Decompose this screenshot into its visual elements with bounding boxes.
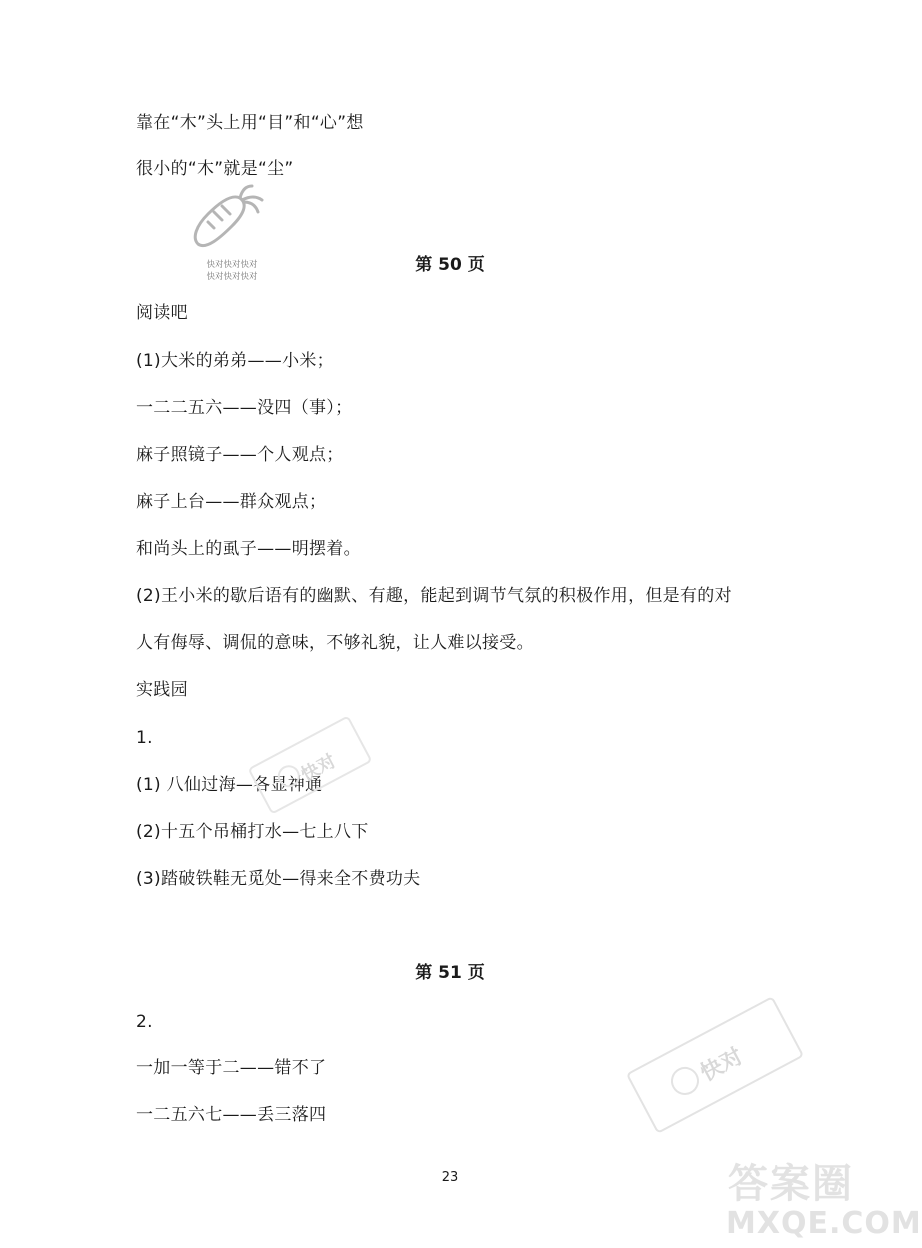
text-line: 人有侮辱、调侃的意味，不够礼貌，让人难以接受。 bbox=[136, 633, 534, 653]
corner-watermark bbox=[722, 1150, 922, 1246]
watermark-text: 快对 bbox=[696, 1043, 748, 1087]
page-number: 23 bbox=[441, 1170, 459, 1185]
logo-caption: 快对快对快对 bbox=[206, 260, 258, 270]
text-line: 麻子上台——群众观点； bbox=[136, 492, 327, 512]
page-heading: 第 51 页 bbox=[415, 963, 485, 983]
text-line: 靠在“木”头上用“目”和“心”想 bbox=[136, 113, 364, 133]
watermark-stamp bbox=[240, 710, 380, 820]
section-label: 实践园 bbox=[136, 680, 188, 700]
watermark-text: 快对 bbox=[297, 750, 340, 787]
text-line: (2)王小米的歇后语有的幽默、有趣，能起到调节气氛的积极作用，但是有的对 bbox=[136, 586, 732, 606]
text-line: 一二五六七——丢三落四 bbox=[136, 1105, 327, 1125]
answer-line: (3)踏破铁鞋无觅处—得来全不费功夫 bbox=[136, 869, 421, 889]
logo-caption: 快对快对快对 bbox=[206, 272, 258, 282]
watermark-stamp bbox=[615, 990, 815, 1140]
watermark-text: MXQE.COM bbox=[726, 1206, 922, 1241]
answer-line: (2)十五个吊桶打水—七上八下 bbox=[136, 822, 369, 842]
watermark-text: 答案圈 bbox=[728, 1161, 854, 1207]
text-line: 一加一等于二——错不了 bbox=[136, 1058, 327, 1078]
section-label: 阅读吧 bbox=[136, 303, 188, 323]
text-line: 麻子照镜子——个人观点； bbox=[136, 445, 344, 465]
page-heading: 第 50 页 bbox=[415, 255, 485, 275]
question-number: 1. bbox=[136, 728, 153, 748]
carrot-icon bbox=[186, 180, 276, 260]
text-line: 一二二五六——没四（事）； bbox=[136, 398, 353, 418]
text-line: 很小的“木”就是“尘” bbox=[136, 159, 294, 179]
answer-line: (1) 八仙过海—各显神通 bbox=[136, 775, 323, 795]
question-number: 2. bbox=[136, 1012, 153, 1032]
text-line: 和尚头上的虱子——明摆着。 bbox=[136, 539, 361, 559]
text-line: (1)大米的弟弟——小米； bbox=[136, 351, 334, 371]
